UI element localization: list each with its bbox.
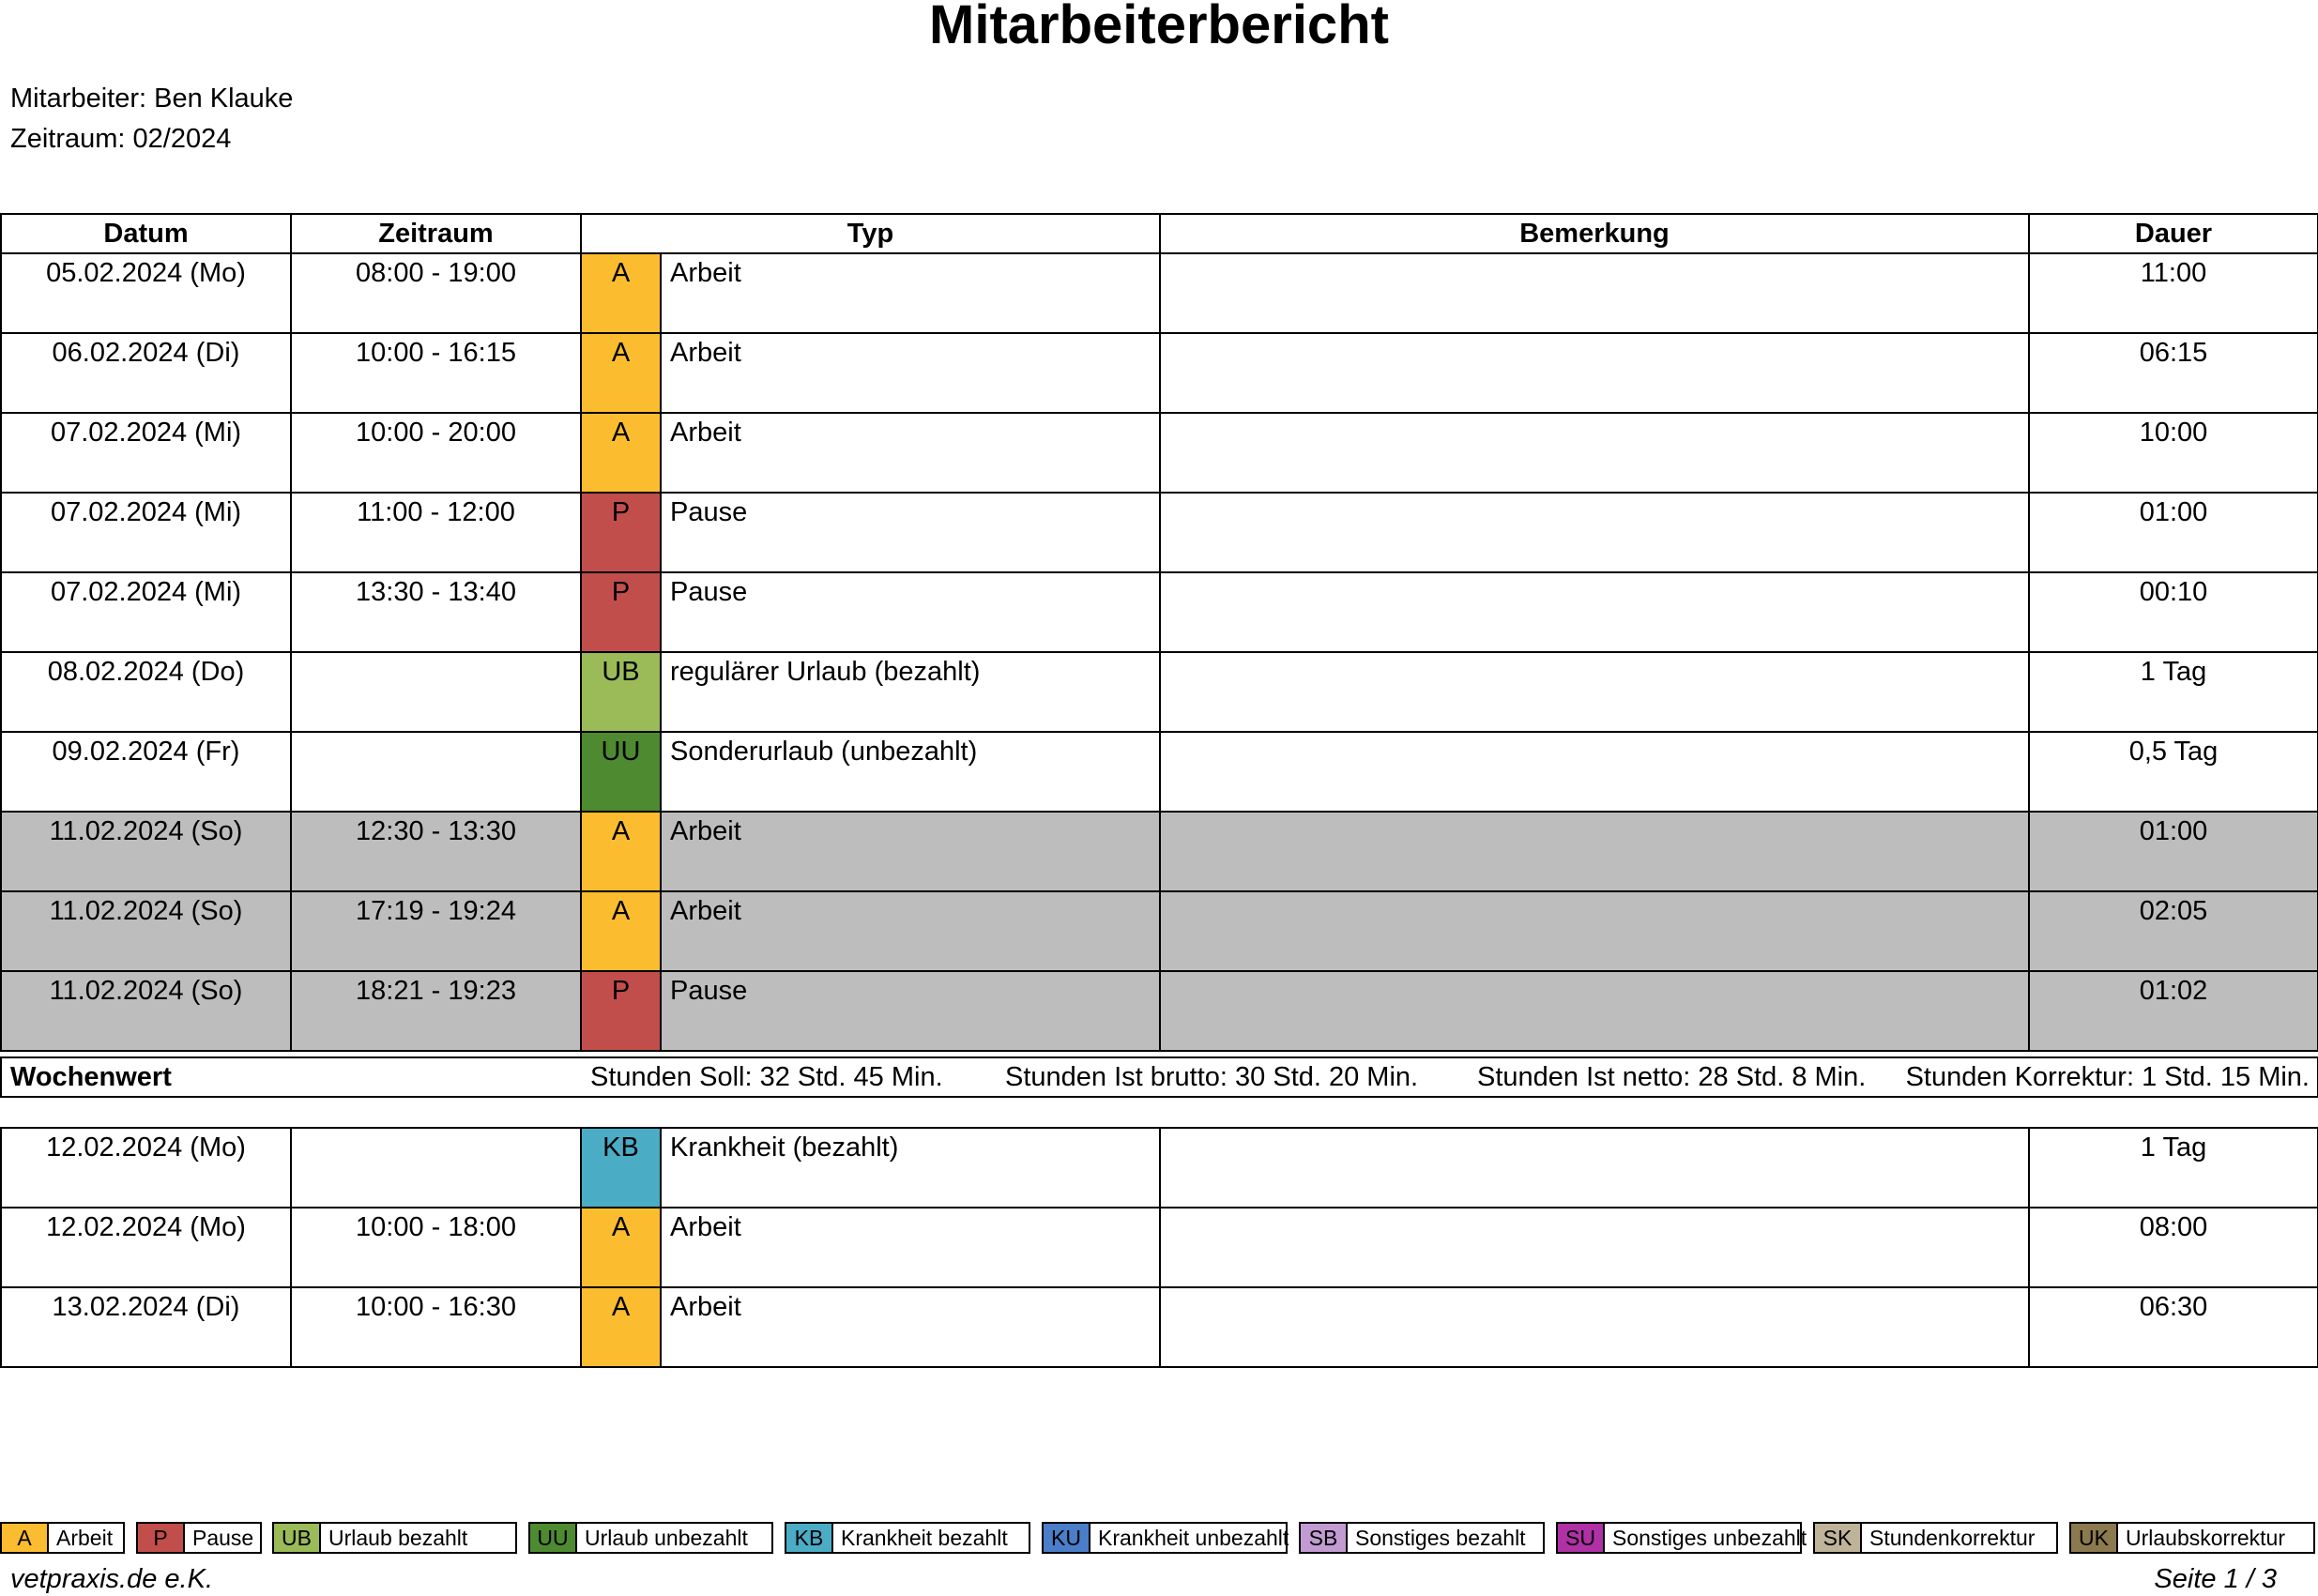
legend-label: Pause — [192, 1526, 254, 1550]
cell-duration: 06:30 — [2029, 1287, 2318, 1367]
legend-label: Arbeit — [56, 1526, 114, 1550]
cell-type-code: A — [581, 253, 661, 333]
cell-type-label: Pause — [661, 971, 1160, 1051]
cell-time: 13:30 - 13:40 — [291, 572, 581, 652]
cell-duration: 10:00 — [2029, 413, 2318, 493]
cell-note — [1160, 1208, 2029, 1287]
legend-swatch: KB — [786, 1524, 833, 1552]
legend-swatch: SU — [1558, 1524, 1605, 1552]
cell-date: 13.02.2024 (Di) — [1, 1287, 291, 1367]
period-line: Zeitraum: 02/2024 — [10, 124, 232, 154]
cell-note — [1160, 652, 2029, 732]
cell-duration: 06:15 — [2029, 333, 2318, 413]
hours-net: Stunden Ist netto: 28 Std. 8 Min. — [1477, 1062, 1867, 1092]
legend-swatch: A — [2, 1524, 49, 1552]
legend-item-ku — [1042, 1522, 1288, 1554]
table-row — [1, 1287, 2318, 1367]
legend-item-sk — [1813, 1522, 2058, 1554]
header-typ: Typ — [581, 214, 1160, 253]
cell-duration: 1 Tag — [2029, 1128, 2318, 1208]
header-datum: Datum — [1, 214, 291, 253]
cell-note — [1160, 493, 2029, 572]
cell-date: 06.02.2024 (Di) — [1, 333, 291, 413]
cell-type-label: Pause — [661, 572, 1160, 652]
legend-label: Urlaub unbezahlt — [585, 1526, 748, 1550]
header-zeitraum: Zeitraum — [291, 214, 581, 253]
cell-duration: 11:00 — [2029, 253, 2318, 333]
cell-note — [1160, 572, 2029, 652]
cell-time: 12:30 - 13:30 — [291, 812, 581, 891]
week1-table — [0, 213, 2318, 1052]
table-row — [1, 572, 2318, 652]
cell-type-label: Pause — [661, 493, 1160, 572]
legend-swatch: UK — [2071, 1524, 2118, 1552]
legend-item-p — [136, 1522, 262, 1554]
cell-note — [1160, 732, 2029, 812]
cell-type-label: Arbeit — [661, 253, 1160, 333]
cell-type-code: A — [581, 812, 661, 891]
cell-time: 17:19 - 19:24 — [291, 891, 581, 971]
table-row — [1, 652, 2318, 732]
cell-date: 07.02.2024 (Mi) — [1, 413, 291, 493]
cell-type-code: A — [581, 413, 661, 493]
table-row — [1, 891, 2318, 971]
cell-duration: 00:10 — [2029, 572, 2318, 652]
cell-date: 07.02.2024 (Mi) — [1, 493, 291, 572]
table-row — [1, 1128, 2318, 1208]
legend-swatch: UU — [530, 1524, 577, 1552]
cell-time — [291, 1128, 581, 1208]
cell-type-code: P — [581, 493, 661, 572]
cell-type-label: regulärer Urlaub (bezahlt) — [661, 652, 1160, 732]
week2-table — [0, 1127, 2318, 1368]
cell-date: 11.02.2024 (So) — [1, 812, 291, 891]
cell-type-code: KB — [581, 1128, 661, 1208]
footer-company: vetpraxis.de e.K. — [10, 1564, 213, 1594]
cell-type-code: A — [581, 1287, 661, 1367]
cell-time: 10:00 - 18:00 — [291, 1208, 581, 1287]
cell-time: 08:00 - 19:00 — [291, 253, 581, 333]
cell-note — [1160, 413, 2029, 493]
cell-date: 11.02.2024 (So) — [1, 971, 291, 1051]
cell-type-label: Arbeit — [661, 333, 1160, 413]
table-row — [1, 971, 2318, 1051]
cell-duration: 01:00 — [2029, 493, 2318, 572]
cell-time — [291, 652, 581, 732]
cell-type-label: Arbeit — [661, 891, 1160, 971]
cell-type-code: UU — [581, 732, 661, 812]
cell-duration: 1 Tag — [2029, 652, 2318, 732]
cell-time — [291, 732, 581, 812]
cell-duration: 0,5 Tag — [2029, 732, 2318, 812]
cell-date: 12.02.2024 (Mo) — [1, 1208, 291, 1287]
table-row — [1, 812, 2318, 891]
cell-type-label: Arbeit — [661, 1208, 1160, 1287]
week-summary — [0, 1056, 2318, 1098]
legend-item-su — [1556, 1522, 1807, 1554]
table-row — [1, 413, 2318, 493]
cell-time: 11:00 - 12:00 — [291, 493, 581, 572]
cell-type-code: P — [581, 572, 661, 652]
cell-note — [1160, 1287, 2029, 1367]
cell-note — [1160, 971, 2029, 1051]
cell-duration: 02:05 — [2029, 891, 2318, 971]
legend-item-sb — [1299, 1522, 1545, 1554]
cell-time: 10:00 - 16:15 — [291, 333, 581, 413]
cell-date: 11.02.2024 (So) — [1, 891, 291, 971]
employee-line: Mitarbeiter: Ben Klauke — [10, 84, 294, 114]
hours-target: Stunden Soll: 32 Std. 45 Min. — [590, 1062, 943, 1092]
legend-item-uu — [528, 1522, 773, 1554]
cell-note — [1160, 253, 2029, 333]
cell-type-code: A — [581, 891, 661, 971]
cell-type-label: Arbeit — [661, 1287, 1160, 1367]
table-header-row — [1, 214, 2318, 253]
cell-time: 10:00 - 20:00 — [291, 413, 581, 493]
cell-duration: 01:02 — [2029, 971, 2318, 1051]
cell-duration: 08:00 — [2029, 1208, 2318, 1287]
cell-time: 10:00 - 16:30 — [291, 1287, 581, 1367]
header-bemerkung: Bemerkung — [1160, 214, 2029, 253]
hours-correction: Stunden Korrektur: 1 Std. 15 Min. — [1905, 1062, 2310, 1092]
cell-type-code: P — [581, 971, 661, 1051]
cell-type-code: A — [581, 1208, 661, 1287]
cell-type-label: Arbeit — [661, 812, 1160, 891]
legend-label: Urlaubskorrektur — [2126, 1526, 2285, 1550]
cell-note — [1160, 1128, 2029, 1208]
cell-type-code: A — [581, 333, 661, 413]
week-summary-label: Wochenwert — [10, 1062, 172, 1092]
legend-item-ub — [272, 1522, 517, 1554]
cell-date: 07.02.2024 (Mi) — [1, 572, 291, 652]
legend-swatch: KU — [1044, 1524, 1090, 1552]
table-row — [1, 493, 2318, 572]
cell-date: 05.02.2024 (Mo) — [1, 253, 291, 333]
legend-label: Urlaub bezahlt — [328, 1526, 468, 1550]
legend-label: Stundenkorrektur — [1869, 1526, 2036, 1550]
hours-gross: Stunden Ist brutto: 30 Std. 20 Min. — [1005, 1062, 1419, 1092]
legend-item-uk — [2069, 1522, 2315, 1554]
cell-note — [1160, 333, 2029, 413]
table-row — [1, 1208, 2318, 1287]
legend-swatch: P — [138, 1524, 185, 1552]
cell-time: 18:21 - 19:23 — [291, 971, 581, 1051]
table-row — [1, 253, 2318, 333]
legend-item-a — [0, 1522, 125, 1554]
legend-item-kb — [785, 1522, 1030, 1554]
cell-note — [1160, 812, 2029, 891]
report-title: Mitarbeiterbericht — [929, 0, 1389, 55]
cell-type-label: Sonderurlaub (unbezahlt) — [661, 732, 1160, 812]
table-row — [1, 333, 2318, 413]
cell-date: 12.02.2024 (Mo) — [1, 1128, 291, 1208]
footer-page-number: Seite 1 / 3 — [2154, 1564, 2277, 1594]
cell-type-label: Krankheit (bezahlt) — [661, 1128, 1160, 1208]
legend-swatch: UB — [274, 1524, 321, 1552]
table-row — [1, 732, 2318, 812]
legend-label: Sonstiges unbezahlt — [1612, 1526, 1807, 1550]
legend-label: Krankheit unbezahlt — [1098, 1526, 1289, 1550]
cell-note — [1160, 891, 2029, 971]
cell-date: 09.02.2024 (Fr) — [1, 732, 291, 812]
cell-type-code: UB — [581, 652, 661, 732]
legend-swatch: SK — [1815, 1524, 1862, 1552]
legend-label: Krankheit bezahlt — [841, 1526, 1008, 1550]
cell-type-label: Arbeit — [661, 413, 1160, 493]
header-dauer: Dauer — [2029, 214, 2318, 253]
cell-duration: 01:00 — [2029, 812, 2318, 891]
legend-label: Sonstiges bezahlt — [1355, 1526, 1526, 1550]
cell-date: 08.02.2024 (Do) — [1, 652, 291, 732]
legend-swatch: SB — [1301, 1524, 1348, 1552]
